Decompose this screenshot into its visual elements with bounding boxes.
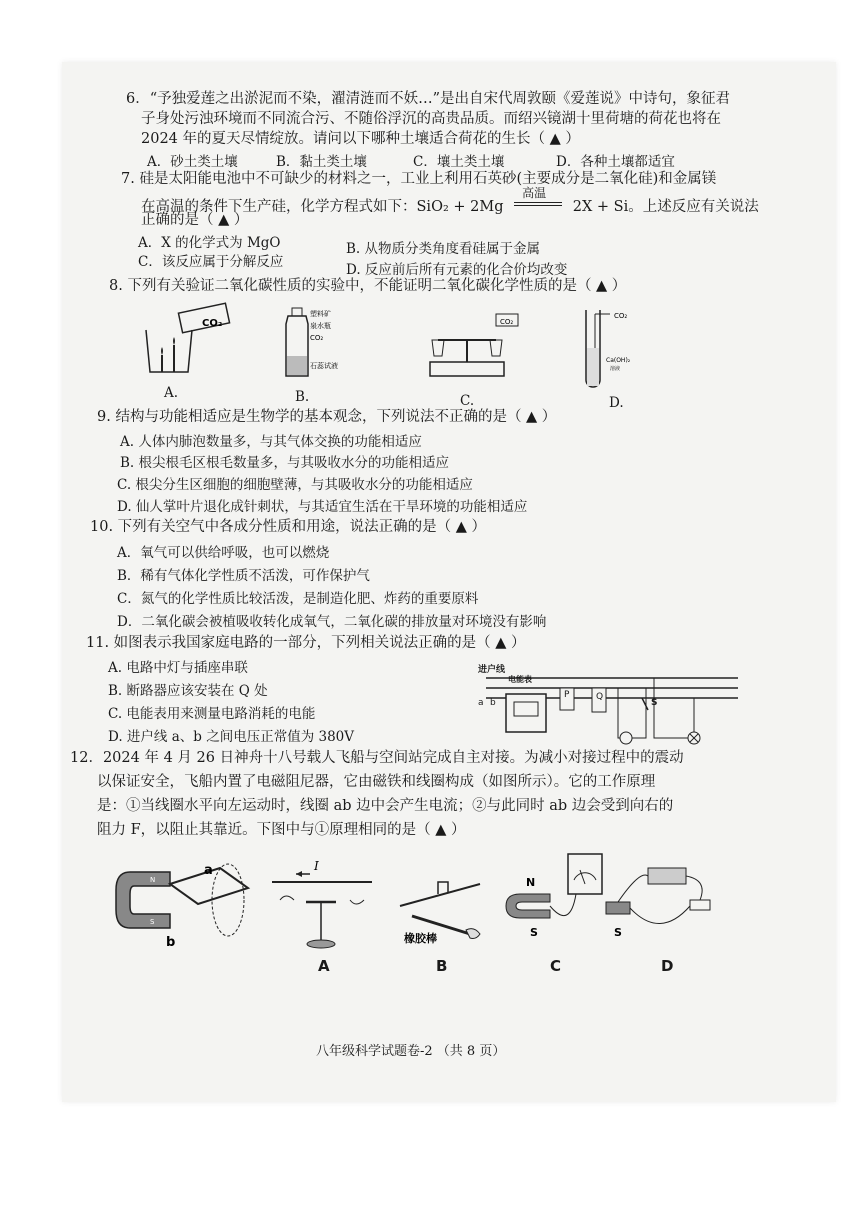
q8-figure-a bbox=[146, 303, 230, 372]
q6-option-b: B．黏土类土壤 bbox=[276, 154, 367, 170]
page-footer: 八年级科学试题卷-2 （共 8 页） bbox=[316, 1044, 506, 1059]
q12-line3: 是：①当线圈水平向左运动时，线圈 ab 边中会产生电流；②与此同时 ab 边会受到向右的 bbox=[97, 798, 674, 814]
q8-figures bbox=[140, 300, 640, 408]
q8-figure-c-label: CO₂ bbox=[500, 318, 514, 326]
q12-figure-a bbox=[272, 871, 372, 948]
q7-line2-start: 在高温的条件下生产硅，化学方程式如下：SiO₂ + 2Mg bbox=[141, 199, 504, 215]
q11-option-c: C. 电能表用来测量电路消耗的电能 bbox=[108, 706, 316, 722]
q7-option-c: C．该反应属于分解反应 bbox=[138, 254, 284, 270]
q12-figure-d bbox=[606, 868, 710, 924]
q8-option-d: D. bbox=[609, 395, 624, 411]
q8-figure-d bbox=[586, 310, 610, 387]
q10-option-b: B．稀有气体化学性质不活泼，可作保护气 bbox=[117, 568, 370, 584]
q9-option-a: A. 人体内肺泡数量多，与其气体交换的功能相适应 bbox=[120, 434, 422, 450]
q8-figure-b-label-1: 塑料矿 bbox=[310, 310, 331, 318]
q7-option-b: B. 从物质分类角度看硅属于金属 bbox=[346, 241, 541, 257]
q7-reaction-arrow bbox=[514, 186, 562, 216]
q8-option-a: A. bbox=[164, 385, 179, 401]
q12-damper-s: S bbox=[150, 918, 155, 926]
q6-option-a: A．砂土类土壤 bbox=[147, 154, 238, 170]
q9-line1: 9. 结构与功能相适应是生物学的基本观念，下列说法不正确的是（ ▲ ） bbox=[97, 409, 557, 425]
q11-entry-label: 进户线 bbox=[478, 665, 506, 675]
q11-b-label: b bbox=[490, 698, 496, 708]
q7-option-a: A．X 的化学式为 MgO bbox=[138, 235, 281, 251]
q12-damper-a: a bbox=[204, 863, 213, 878]
q6-line1: 6．“予独爱莲之出淤泥而不染，濯清涟而不妖…”是出自宋代周敦颐《爱莲说》中诗句，象征君 bbox=[126, 91, 731, 107]
q12-line1: 12．2024 年 4 月 26 日神舟十八号载人飞船与空间站完成自主对接。为减小对接过程中的震动 bbox=[70, 750, 684, 766]
q10-option-a: A．氧气可以供给呼吸，也可以燃烧 bbox=[117, 545, 330, 561]
q12-figure-b-rod-label: 橡胶棒 bbox=[404, 932, 437, 945]
q6-option-d: D．各种土壤都适宜 bbox=[556, 154, 675, 170]
q11-p-label: P bbox=[564, 690, 570, 700]
q8-figure-b-label-2: 泉水瓶 bbox=[310, 322, 331, 330]
q7-condition: 高温 bbox=[522, 186, 547, 200]
q11-s-label: S bbox=[651, 698, 658, 708]
q8-figure-d-label-1: CO₂ bbox=[614, 312, 628, 320]
q7-line2-end: 2X + Si。上述反应有关说法 bbox=[572, 199, 759, 215]
q8-option-b: B. bbox=[295, 389, 310, 405]
q12-damper-n: N bbox=[150, 876, 156, 884]
q12-figure-a-current: I bbox=[314, 859, 319, 873]
q12-figure-b bbox=[400, 882, 480, 939]
q10-line1: 10. 下列有关空气中各成分性质和用途，说法正确的是（ ▲ ） bbox=[90, 519, 487, 535]
q8-figure-b bbox=[286, 308, 308, 376]
q8-figure-b-label-3: CO₂ bbox=[310, 334, 324, 342]
q6-line2: 子身处污浊环境而不同流合污、不随俗浮沉的高贵品质。而绍兴镜湖十里荷塘的荷花也将在 bbox=[141, 111, 721, 127]
q12-figure-d-s: S bbox=[614, 926, 622, 939]
q9-option-b: B. 根尖根毛区根毛数量多，与其吸收水分的功能相适应 bbox=[120, 455, 450, 471]
q12-figures bbox=[110, 850, 730, 970]
q8-figure-a-label: CO₂ bbox=[202, 318, 223, 329]
q9-option-d: D. 仙人掌叶片退化成针刺状，与其适宜生活在干旱环境的功能相适应 bbox=[117, 499, 528, 515]
q7-line3: 正确的是（ ▲ ） bbox=[141, 212, 249, 228]
q10-option-d: D．二氧化碳会被植吸收转化成氧气，二氧化碳的排放量对环境没有影响 bbox=[117, 614, 547, 630]
q11-option-b: B. 断路器应该安装在 Q 处 bbox=[108, 683, 268, 699]
q12-line2: 以保证安全，飞船内置了电磁阻尼器，它由磁铁和线圈构成（如图所示）。它的工作原理 bbox=[97, 774, 656, 790]
q8-figure-d-label-3: 溶液 bbox=[610, 366, 621, 372]
q12-damper-figure bbox=[116, 864, 248, 936]
q12-option-c: C bbox=[550, 957, 562, 975]
q12-line4: 阻力 F，以阻止其靠近。下图中与①原理相同的是（ ▲ ） bbox=[97, 822, 466, 838]
q12-option-a: A bbox=[318, 957, 330, 975]
q11-line1: 11. 如图表示我国家庭电路的一部分，下列相关说法正确的是（ ▲ ） bbox=[86, 635, 526, 651]
q12-figure-c-s: S bbox=[530, 926, 538, 939]
q11-option-d: D. 进户线 a、b 之间电压正常值为 380V bbox=[108, 729, 355, 745]
q8-figure-b-label-4: 石蕊试液 bbox=[310, 362, 338, 370]
q12-option-d: D bbox=[661, 957, 674, 975]
q6-option-c: C．壤土类土壤 bbox=[413, 154, 505, 170]
q6-line3: 2024 年的夏天尽情绽放。请问以下哪种土壤适合荷花的生长（ ▲ ） bbox=[141, 131, 580, 147]
q11-meter-label: 电能表 bbox=[508, 675, 532, 684]
q11-a-label: a bbox=[478, 698, 484, 708]
q10-option-c: C．氮气的化学性质比较活泼，是制造化肥、炸药的重要原料 bbox=[117, 591, 479, 607]
q8-line1: 8. 下列有关验证二氧化碳性质的实验中，不能证明二氧化碳化学性质的是（ ▲ ） bbox=[109, 278, 627, 294]
q11-q-label: Q bbox=[596, 692, 604, 702]
q9-option-c: C. 根尖分生区细胞的细胞壁薄，与其吸收水分的功能相适应 bbox=[117, 477, 473, 493]
q7-option-d: D. 反应前后所有元素的化合价均改变 bbox=[346, 262, 568, 278]
q7-line1: 7. 硅是太阳能电池中不可缺少的材料之一，工业上利用石英砂(主要成分是二氧化硅)和金属镁 bbox=[121, 171, 717, 187]
q12-damper-b: b bbox=[166, 935, 176, 950]
q12-figure-c-n: N bbox=[526, 876, 536, 889]
q8-option-c: C. bbox=[460, 393, 475, 409]
q12-figure-c bbox=[506, 854, 602, 918]
q11-option-a: A. 电路中灯与插座串联 bbox=[108, 660, 248, 676]
q12-option-b: B bbox=[436, 957, 448, 975]
q8-figure-d-label-2: Ca(OH)₂ bbox=[606, 357, 631, 364]
